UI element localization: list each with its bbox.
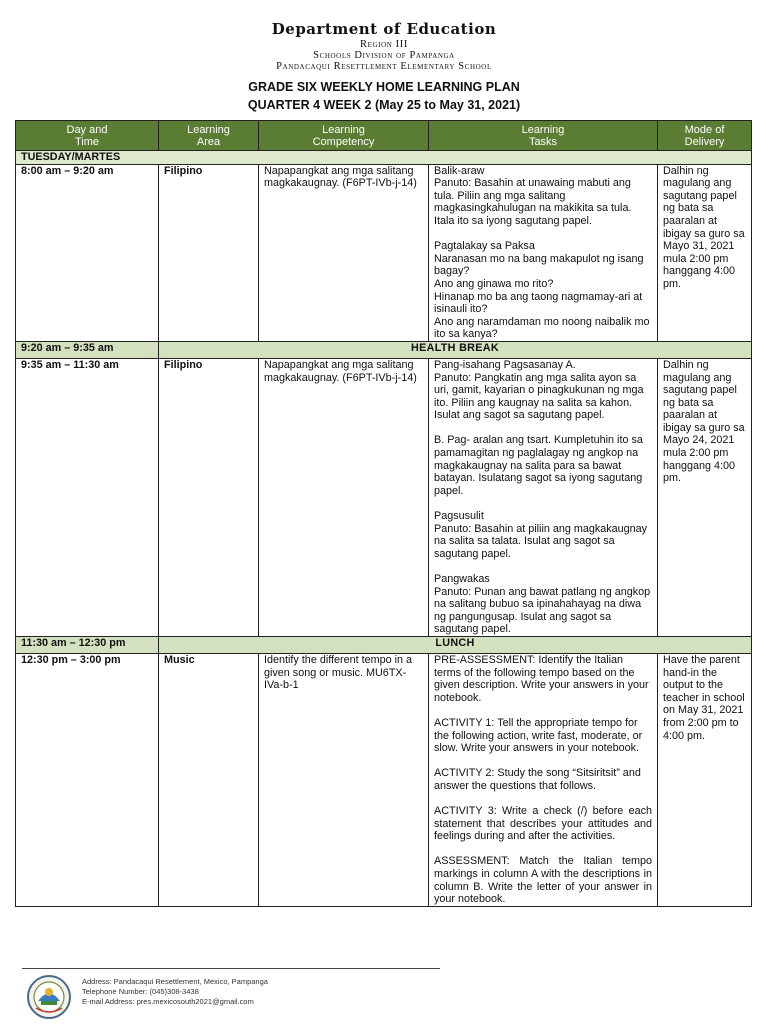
break-label: LUNCH bbox=[159, 636, 752, 653]
school-name: Pandacaqui Resettlement Elementary School bbox=[276, 61, 492, 72]
header-learning-tasks bbox=[429, 121, 658, 151]
department-name: Department of Education bbox=[271, 20, 497, 38]
break-row bbox=[16, 341, 752, 358]
task-paragraph: Balik-araw Panuto: Basahin at unawaing mabuti ang tula. Piliin ang mga salitang magkasingkahulugan na makikita sa tula. Itala ito sa iyong sagutang papel. bbox=[434, 164, 632, 227]
learning-area: Filipino bbox=[159, 358, 259, 636]
break-label: HEALTH BREAK bbox=[159, 341, 752, 358]
header-day-time bbox=[16, 121, 159, 151]
school-seal-logo bbox=[24, 974, 74, 1020]
task-paragraph: PRE-ASSESSMENT: Identify the Italian terms of the following tempo based on the given description. Write your answers in your notebook. bbox=[434, 653, 649, 704]
table-body bbox=[16, 151, 752, 907]
time-slot: 9:35 am – 11:30 am bbox=[16, 358, 159, 636]
task-paragraph: ACTIVITY 3: Write a check (/) before each statement that describes your attitudes and feelings during and after the activities. bbox=[434, 805, 652, 843]
mode-of-delivery: Have the parent hand-in the output to the teacher in school on May 31, 2021 from 2:00 pm to 4:00 pm. bbox=[658, 653, 752, 906]
mode-of-delivery: Dalhin ng magulang ang sagutang papel ng bata sa paaralan at ibigay sa guro sa Mayo 24, 2021 mula 2:00 pm hanggang 4:00 pm. bbox=[658, 358, 752, 636]
footer-contact bbox=[82, 977, 268, 1007]
header-label: Learning Competency bbox=[312, 123, 375, 148]
header-label: Day and Time bbox=[66, 123, 108, 148]
learning-area: Filipino bbox=[159, 164, 259, 341]
task-paragraph: Pangwakas Panuto: Punan ang bawat patlang ng angkop na salitang bubuo sa ipinahahayag na diwa ng pangungusap. Isulat ang sagot sa sagutang papel. bbox=[434, 573, 651, 636]
learning-tasks bbox=[429, 164, 658, 341]
time-slot: 8:00 am – 9:20 am bbox=[16, 164, 159, 341]
schedule-row bbox=[16, 653, 752, 906]
learning-competency: Napapangkat ang mga salitang magkakaugnay. (F6PT-IVb-j-14) bbox=[259, 358, 429, 636]
break-time: 9:20 am – 9:35 am bbox=[16, 341, 159, 358]
task-paragraph: ACTIVITY 2: Study the song “Sitsiritsit” and answer the questions that follows. bbox=[434, 767, 641, 792]
learning-tasks bbox=[429, 358, 658, 636]
task-paragraph: B. Pag- aralan ang tsart. Kumpletuhin ito sa pamamagitan ng paglalagay ng angkop na magkakaugnay na salita para sa bawat batayan. Isulatang sagot sa iyong sagutang papel. bbox=[434, 434, 643, 497]
learning-area: Music bbox=[159, 653, 259, 906]
mode-of-delivery: Dalhin ng magulang ang sagutang papel ng bata sa paaralan at ibigay sa guro sa Mayo 31, 2021 mula 2:00 pm hanggang 4:00 pm. bbox=[658, 164, 752, 341]
learning-tasks bbox=[429, 653, 658, 906]
letterhead bbox=[0, 20, 768, 72]
break-row bbox=[16, 636, 752, 653]
region-name: Region III bbox=[360, 39, 408, 50]
header-learning-area bbox=[159, 121, 259, 151]
plan-titles bbox=[0, 78, 768, 114]
task-paragraph: ACTIVITY 1: Tell the appropriate tempo for the following action, write fast, moderate, or slow. Write your answers in your notebook. bbox=[434, 716, 643, 755]
plan-subtitle: QUARTER 4 WEEK 2 (May 25 to May 31, 2021) bbox=[247, 98, 521, 112]
header-learning-competency bbox=[259, 121, 429, 151]
task-paragraph: Pang-isahang Pagsasanay A. Panuto: Pangkatin ang mga salita ayon sa uri, gamit, kayarian o pinagkukunan ng mga ito. Piliin ang kaugnay na salita sa kahon. Isulat ang sagot sa sagutang papel. bbox=[434, 358, 644, 422]
task-paragraph: Pagtalakay sa Paksa Naranasan mo na bang makapulot ng isang bagay? Ano ang ginawa mo rito? Hinanap mo ba ang taong nagmamay-ari at isinauli ito? Ano ang naramdaman mo noong naibalik mo ito sa kanya? bbox=[434, 240, 650, 341]
footer-address: Address: Pandacaqui Resettlement, Mexico, Pampanga bbox=[82, 977, 268, 986]
task-paragraph: Pagsusulit Panuto: Basahin at piliin ang magkakaugnay na salita sa talata. Isulat ang sagot sa sagutang papel. bbox=[434, 510, 648, 560]
day-row bbox=[16, 151, 752, 165]
learning-competency: Napapangkat ang mga salitang magkakaugnay. (F6PT-IVb-j-14) bbox=[259, 164, 429, 341]
time-slot: 12:30 pm – 3:00 pm bbox=[16, 653, 159, 906]
footer-email: E-mail Address: pres.mexicosouth2021@gmail.com bbox=[82, 997, 254, 1006]
footer-telephone: Telephone Number: (045)308-3438 bbox=[82, 987, 199, 996]
header-label: Mode of Delivery bbox=[684, 123, 725, 148]
table-header-row bbox=[16, 121, 752, 151]
header-label: Learning Area bbox=[187, 123, 230, 148]
schedule-row bbox=[16, 358, 752, 636]
day-label: TUESDAY/MARTES bbox=[16, 151, 752, 165]
schedule-row bbox=[16, 164, 752, 341]
learning-competency: Identify the different tempo in a given song or music. MU6TX-IVa-b-1 bbox=[259, 653, 429, 906]
break-time: 11:30 am – 12:30 pm bbox=[16, 636, 159, 653]
footer-divider bbox=[22, 968, 440, 969]
header-mode-of-delivery bbox=[658, 121, 752, 151]
header-label: Learning Tasks bbox=[521, 123, 565, 148]
plan-title: GRADE SIX WEEKLY HOME LEARNING PLAN bbox=[248, 80, 520, 94]
task-paragraph: ASSESSMENT: Match the Italian tempo markings in column A with the descriptions in column B. Write the letter of your answer in your notebook. bbox=[434, 855, 652, 906]
learning-plan-table bbox=[15, 120, 752, 907]
division-name: Schools Division of Pampanga bbox=[313, 50, 455, 61]
